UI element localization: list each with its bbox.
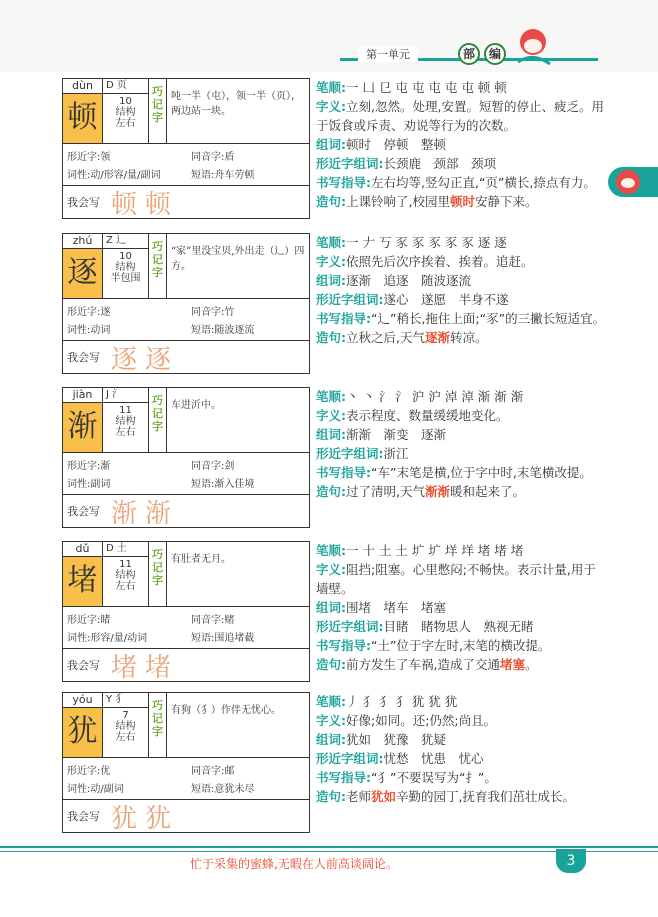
- structure-label: 结构: [115, 570, 136, 581]
- sentence-label: 造句:: [316, 484, 346, 499]
- char-details: [316, 387, 608, 501]
- sentence-post: 安静下来。: [475, 194, 538, 209]
- sentence-post: 辛勤的园丁,抚育我们茁壮成长。: [396, 789, 576, 804]
- practice-label: 我会写: [67, 505, 100, 518]
- trace-characters[interactable]: 堵堵: [111, 652, 180, 683]
- part-of-speech: 词性:副词: [67, 479, 111, 490]
- meaning-label: 字义:: [316, 99, 346, 114]
- words: 顿时 停顿 整顿: [346, 137, 447, 152]
- similar-words-label: 形近字组词:: [316, 156, 384, 171]
- big-character: 渐: [63, 403, 102, 452]
- sentence-post: 转凉。: [450, 330, 488, 345]
- mnemonic-label: 巧记字: [149, 79, 167, 143]
- phrase: 短语:舟车劳顿: [191, 170, 255, 181]
- unit-title: 第一单元: [358, 46, 418, 62]
- radical: Z 辶: [103, 234, 148, 249]
- mascot-face-icon: [616, 170, 640, 194]
- sentence-label: 造句:: [316, 330, 346, 345]
- stroke-count: 7: [122, 710, 129, 721]
- similar-words-label: 形近字组词:: [316, 619, 384, 634]
- radical: J 氵: [103, 388, 148, 403]
- sentence-post: 。: [525, 657, 538, 672]
- trace-characters[interactable]: 顿顿: [111, 189, 180, 220]
- structure-value: 左右: [115, 427, 136, 438]
- sentence-highlight: 渐渐: [424, 484, 450, 499]
- radical: Y 犭: [103, 693, 148, 708]
- structure-value: 左右: [115, 581, 136, 592]
- meaning: 阻挡;阻塞。心里憋闷;不畅快。表示计量,用于墙壁。: [316, 562, 596, 596]
- mnemonic-text: 吨一半（屯），领一半（页），两边站一块。: [171, 91, 301, 117]
- mnemonic-label: 巧记字: [149, 234, 167, 298]
- part-of-speech: 词性:形容/量/动词: [67, 633, 148, 644]
- sentence-pre: 立秋之后,天气: [346, 330, 425, 345]
- similar-char: 形近字:遂: [67, 307, 111, 318]
- stroke-order-label: 笔顺:: [316, 389, 346, 404]
- similar-char: 形近字:领: [67, 152, 111, 163]
- sentence-highlight: 顿时: [449, 194, 475, 209]
- structure-label: 结构: [115, 262, 136, 273]
- writing-guide: “车”末笔是横,位于字中时,末笔横改提。: [371, 465, 592, 480]
- pinyin: dǔ: [63, 542, 102, 557]
- side-tab[interactable]: [608, 167, 658, 197]
- words-label: 组词:: [316, 427, 346, 442]
- similar-words: 遂心 遂愿 半身不遂: [383, 292, 509, 307]
- phrase: 短语:随波逐流: [191, 325, 255, 336]
- mascot-icon: [510, 22, 556, 68]
- words-label: 组词:: [316, 732, 346, 747]
- pinyin: yóu: [63, 693, 102, 708]
- similar-words: 浙江: [383, 446, 409, 461]
- char-card: [62, 387, 310, 528]
- stroke-order-label: 笔顺:: [316, 235, 346, 250]
- char-card: [62, 78, 310, 219]
- phrase: 短语:围追堵截: [191, 633, 255, 644]
- mnemonic-label: 巧记字: [149, 693, 167, 757]
- char-details: [316, 541, 608, 674]
- stroke-order: 一 凵 㔾 屯 屯 屯 屯 屯 顿 顿: [346, 80, 507, 95]
- trace-characters[interactable]: 渐渐: [111, 498, 180, 529]
- sentence-label: 造句:: [316, 194, 346, 209]
- header-badge-2: 编: [484, 43, 506, 65]
- homophone: 同音字:剑: [191, 461, 235, 472]
- char-details: [316, 78, 608, 211]
- char-details: [316, 233, 608, 347]
- big-character: 顿: [63, 94, 102, 143]
- similar-words-label: 形近字组词:: [316, 292, 384, 307]
- words: 逐渐 追逐 随波逐流: [346, 273, 472, 288]
- meaning-label: 字义:: [316, 562, 346, 577]
- similar-words: 目睹 睹物思人 熟视无睹: [383, 619, 534, 634]
- words: 围堵 堵车 堵塞: [346, 600, 447, 615]
- structure-label: 结构: [115, 721, 136, 732]
- meaning: 依照先后次序挨着、挨着。追赶。: [346, 254, 534, 269]
- pinyin: zhú: [63, 234, 102, 249]
- structure-label: 结构: [115, 416, 136, 427]
- writing-guide: 左右均等,竖勾正直,“页”横长,捺点有力。: [371, 175, 596, 190]
- mnemonic-text: “家”里没宝贝,外出走（辶）四方。: [171, 246, 305, 272]
- stroke-order: 一 𠂇 丂 豕 豕 豕 豕 豕 逐 逐: [346, 235, 507, 250]
- homophone: 同音字:赌: [191, 615, 235, 626]
- structure-value: 左右: [115, 732, 136, 743]
- footer-rule: [0, 846, 658, 848]
- sentence-label: 造句:: [316, 657, 346, 672]
- header-badge-1: 部: [458, 43, 480, 65]
- char-card: [62, 541, 310, 682]
- similar-char: 形近字:睹: [67, 615, 111, 626]
- sentence-post: 暖和起来了。: [450, 484, 526, 499]
- footer-slogan: 忙于采集的蜜蜂,无暇在人前高谈阔论。: [190, 857, 398, 871]
- stroke-order: 丿 犭 犭 犭 犹 犹 犹: [346, 694, 458, 709]
- stroke-order-label: 笔顺:: [316, 80, 346, 95]
- big-character: 逐: [63, 249, 102, 298]
- pinyin: jiàn: [63, 388, 102, 403]
- words: 犹如 犹豫 犹疑: [346, 732, 447, 747]
- part-of-speech: 词性:动词: [67, 325, 111, 336]
- page-number: 3: [556, 849, 586, 873]
- homophone: 同音字:盾: [191, 152, 235, 163]
- part-of-speech: 词性:动/副词: [67, 784, 124, 795]
- meaning-label: 字义:: [316, 713, 346, 728]
- stroke-order-label: 笔顺:: [316, 694, 346, 709]
- stroke-count: 11: [119, 559, 132, 570]
- stroke-order: 一 十 土 土 圹 圹 垟 垟 堵 堵 堵: [346, 543, 524, 558]
- radical: D 土: [103, 542, 148, 557]
- writing-guide-label: 书写指导:: [316, 175, 371, 190]
- pinyin: dùn: [63, 79, 102, 94]
- meaning: 表示程度、数量缓缓地变化。: [346, 408, 509, 423]
- structure-value: 半包围: [110, 273, 141, 284]
- similar-char: 形近字:渐: [67, 461, 111, 472]
- trace-characters[interactable]: 犹犹: [111, 803, 180, 834]
- sentence-label: 造句:: [316, 789, 346, 804]
- similar-words: 长颈鹿 颈部 颈项: [383, 156, 497, 171]
- structure-label: 结构: [115, 107, 136, 118]
- page-header: [330, 42, 658, 70]
- mnemonic-text: 有狗（犭）作伴无忧心。: [171, 705, 281, 716]
- big-character: 堵: [63, 557, 102, 606]
- writing-guide: “辶”稍长,拖住上面;“豕”的三撇长短适宜。: [371, 311, 606, 326]
- similar-words-label: 形近字组词:: [316, 751, 384, 766]
- similar-char: 形近字:优: [67, 766, 111, 777]
- homophone: 同音字:邮: [191, 766, 235, 777]
- words: 渐渐 渐变 逐渐: [346, 427, 447, 442]
- words-label: 组词:: [316, 600, 346, 615]
- sentence-pre: 前方发生了车祸,造成了交通: [346, 657, 500, 672]
- mnemonic-text: 车进沂中。: [171, 400, 221, 411]
- phrase: 短语:渐入佳境: [191, 479, 255, 490]
- writing-guide-label: 书写指导:: [316, 465, 371, 480]
- radical: D 页: [103, 79, 148, 94]
- meaning-label: 字义:: [316, 408, 346, 423]
- part-of-speech: 词性:动/形容/量/副词: [67, 170, 161, 181]
- practice-label: 我会写: [67, 659, 100, 672]
- similar-words: 忧愁 忧患 忧心: [383, 751, 484, 766]
- stroke-count: 10: [119, 96, 132, 107]
- mnemonic-text: 有肚者无月。: [171, 554, 231, 565]
- writing-guide: “土”位于字左时,末笔的横改提。: [371, 638, 551, 653]
- big-character: 犹: [63, 708, 102, 757]
- sentence-highlight: 逐渐: [424, 330, 450, 345]
- words-label: 组词:: [316, 273, 346, 288]
- words-label: 组词:: [316, 137, 346, 152]
- writing-guide: “犭”不要误写为“扌”。: [371, 770, 497, 785]
- char-card: [62, 692, 310, 833]
- practice-label: 我会写: [67, 196, 100, 209]
- practice-label: 我会写: [67, 351, 100, 364]
- mnemonic-label: 巧记字: [149, 388, 167, 452]
- phrase: 短语:意犹未尽: [191, 784, 255, 795]
- structure-value: 左右: [115, 118, 136, 129]
- sentence-pre: 老师: [346, 789, 372, 804]
- char-details: [316, 692, 608, 806]
- sentence-highlight: 犹如: [371, 789, 397, 804]
- sentence-pre: 上课铃响了,校园里: [346, 194, 450, 209]
- mnemonic-label: 巧记字: [149, 542, 167, 606]
- stroke-count: 10: [119, 251, 132, 262]
- writing-guide-label: 书写指导:: [316, 638, 371, 653]
- writing-guide-label: 书写指导:: [316, 770, 371, 785]
- sentence-pre: 过了清明,天气: [346, 484, 425, 499]
- sentence-highlight: 堵塞: [499, 657, 525, 672]
- meaning-label: 字义:: [316, 254, 346, 269]
- homophone: 同音字:竹: [191, 307, 235, 318]
- stroke-order-label: 笔顺:: [316, 543, 346, 558]
- practice-label: 我会写: [67, 810, 100, 823]
- meaning: 立刻,忽然。处理,安置。短暂的停止、疲乏。用于饭食或斥责、劝说等行为的次数。: [316, 99, 604, 133]
- stroke-order: 丶 丶 氵 氵 沪 沪 淖 淖 渐 渐 渐: [346, 389, 524, 404]
- char-card: [62, 233, 310, 374]
- trace-characters[interactable]: 逐逐: [111, 344, 180, 375]
- writing-guide-label: 书写指导:: [316, 311, 371, 326]
- similar-words-label: 形近字组词:: [316, 446, 384, 461]
- stroke-count: 11: [119, 405, 132, 416]
- meaning: 好像;如同。还;仍然;尚且。: [346, 713, 497, 728]
